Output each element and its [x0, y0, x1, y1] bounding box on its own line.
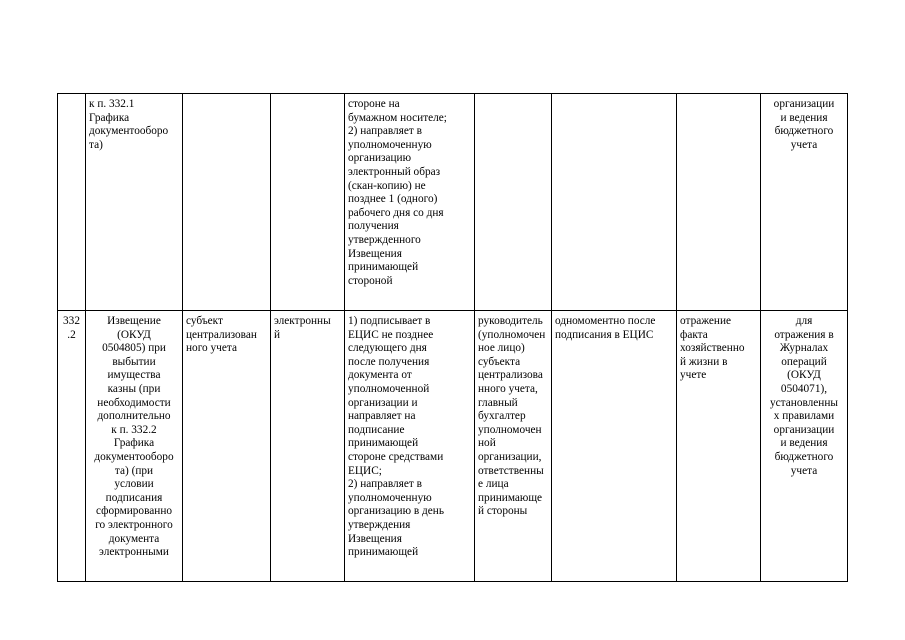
cell-number: [58, 94, 86, 311]
cell-creator: субъект централизован ного учета: [183, 311, 271, 582]
cell-signatory: руководитель (уполномочен ное лицо) субъекта централизова нного учета, главный бухгалтер уполномочен ной организации, ответственны е лица принимающе й стороны: [475, 311, 552, 582]
cell-purpose: отражение факта хозяйственно й жизни в учете: [677, 311, 761, 582]
document-table: [57, 93, 848, 582]
cell-recording: организации и ведения бюджетного учета: [761, 94, 848, 311]
cell-format: [271, 94, 345, 311]
table-row: [58, 311, 848, 582]
cell-format: электронны й: [271, 311, 345, 582]
table-row: [58, 94, 848, 311]
cell-recording: для отражения в Журналах операций (ОКУД 0504071), установленны х правилами организации и ведения бюджетного учета: [761, 311, 848, 582]
cell-timing: [552, 94, 677, 311]
cell-creator: [183, 94, 271, 311]
cell-timing: одномоментно после подписания в ЕЦИС: [552, 311, 677, 582]
cell-procedure: 1) подписывает в ЕЦИС не позднее следующего дня после получения документа от уполномоченной организации и направляет на подписание принимающей стороне средствами ЕЦИС; 2) направляет в уполномоченную организацию в день утверждения Извещения принимающей: [345, 311, 475, 582]
cell-document: Извещение (ОКУД 0504805) при выбытии имущества казны (при необходимости дополнительно к п. 332.2 Графика документооборо та) (при условии подписания сформированно го электронного документа электронными: [86, 311, 183, 582]
cell-signatory: [475, 94, 552, 311]
cell-document: к п. 332.1 Графика документооборо та): [86, 94, 183, 311]
cell-purpose: [677, 94, 761, 311]
cell-procedure: стороне на бумажном носителе; 2) направляет в уполномоченную организацию электронный образ (скан-копию) не позднее 1 (одного) рабочего дня со дня получения утвержденного Извещения принимающей стороной: [345, 94, 475, 311]
cell-number: 332 .2: [58, 311, 86, 582]
